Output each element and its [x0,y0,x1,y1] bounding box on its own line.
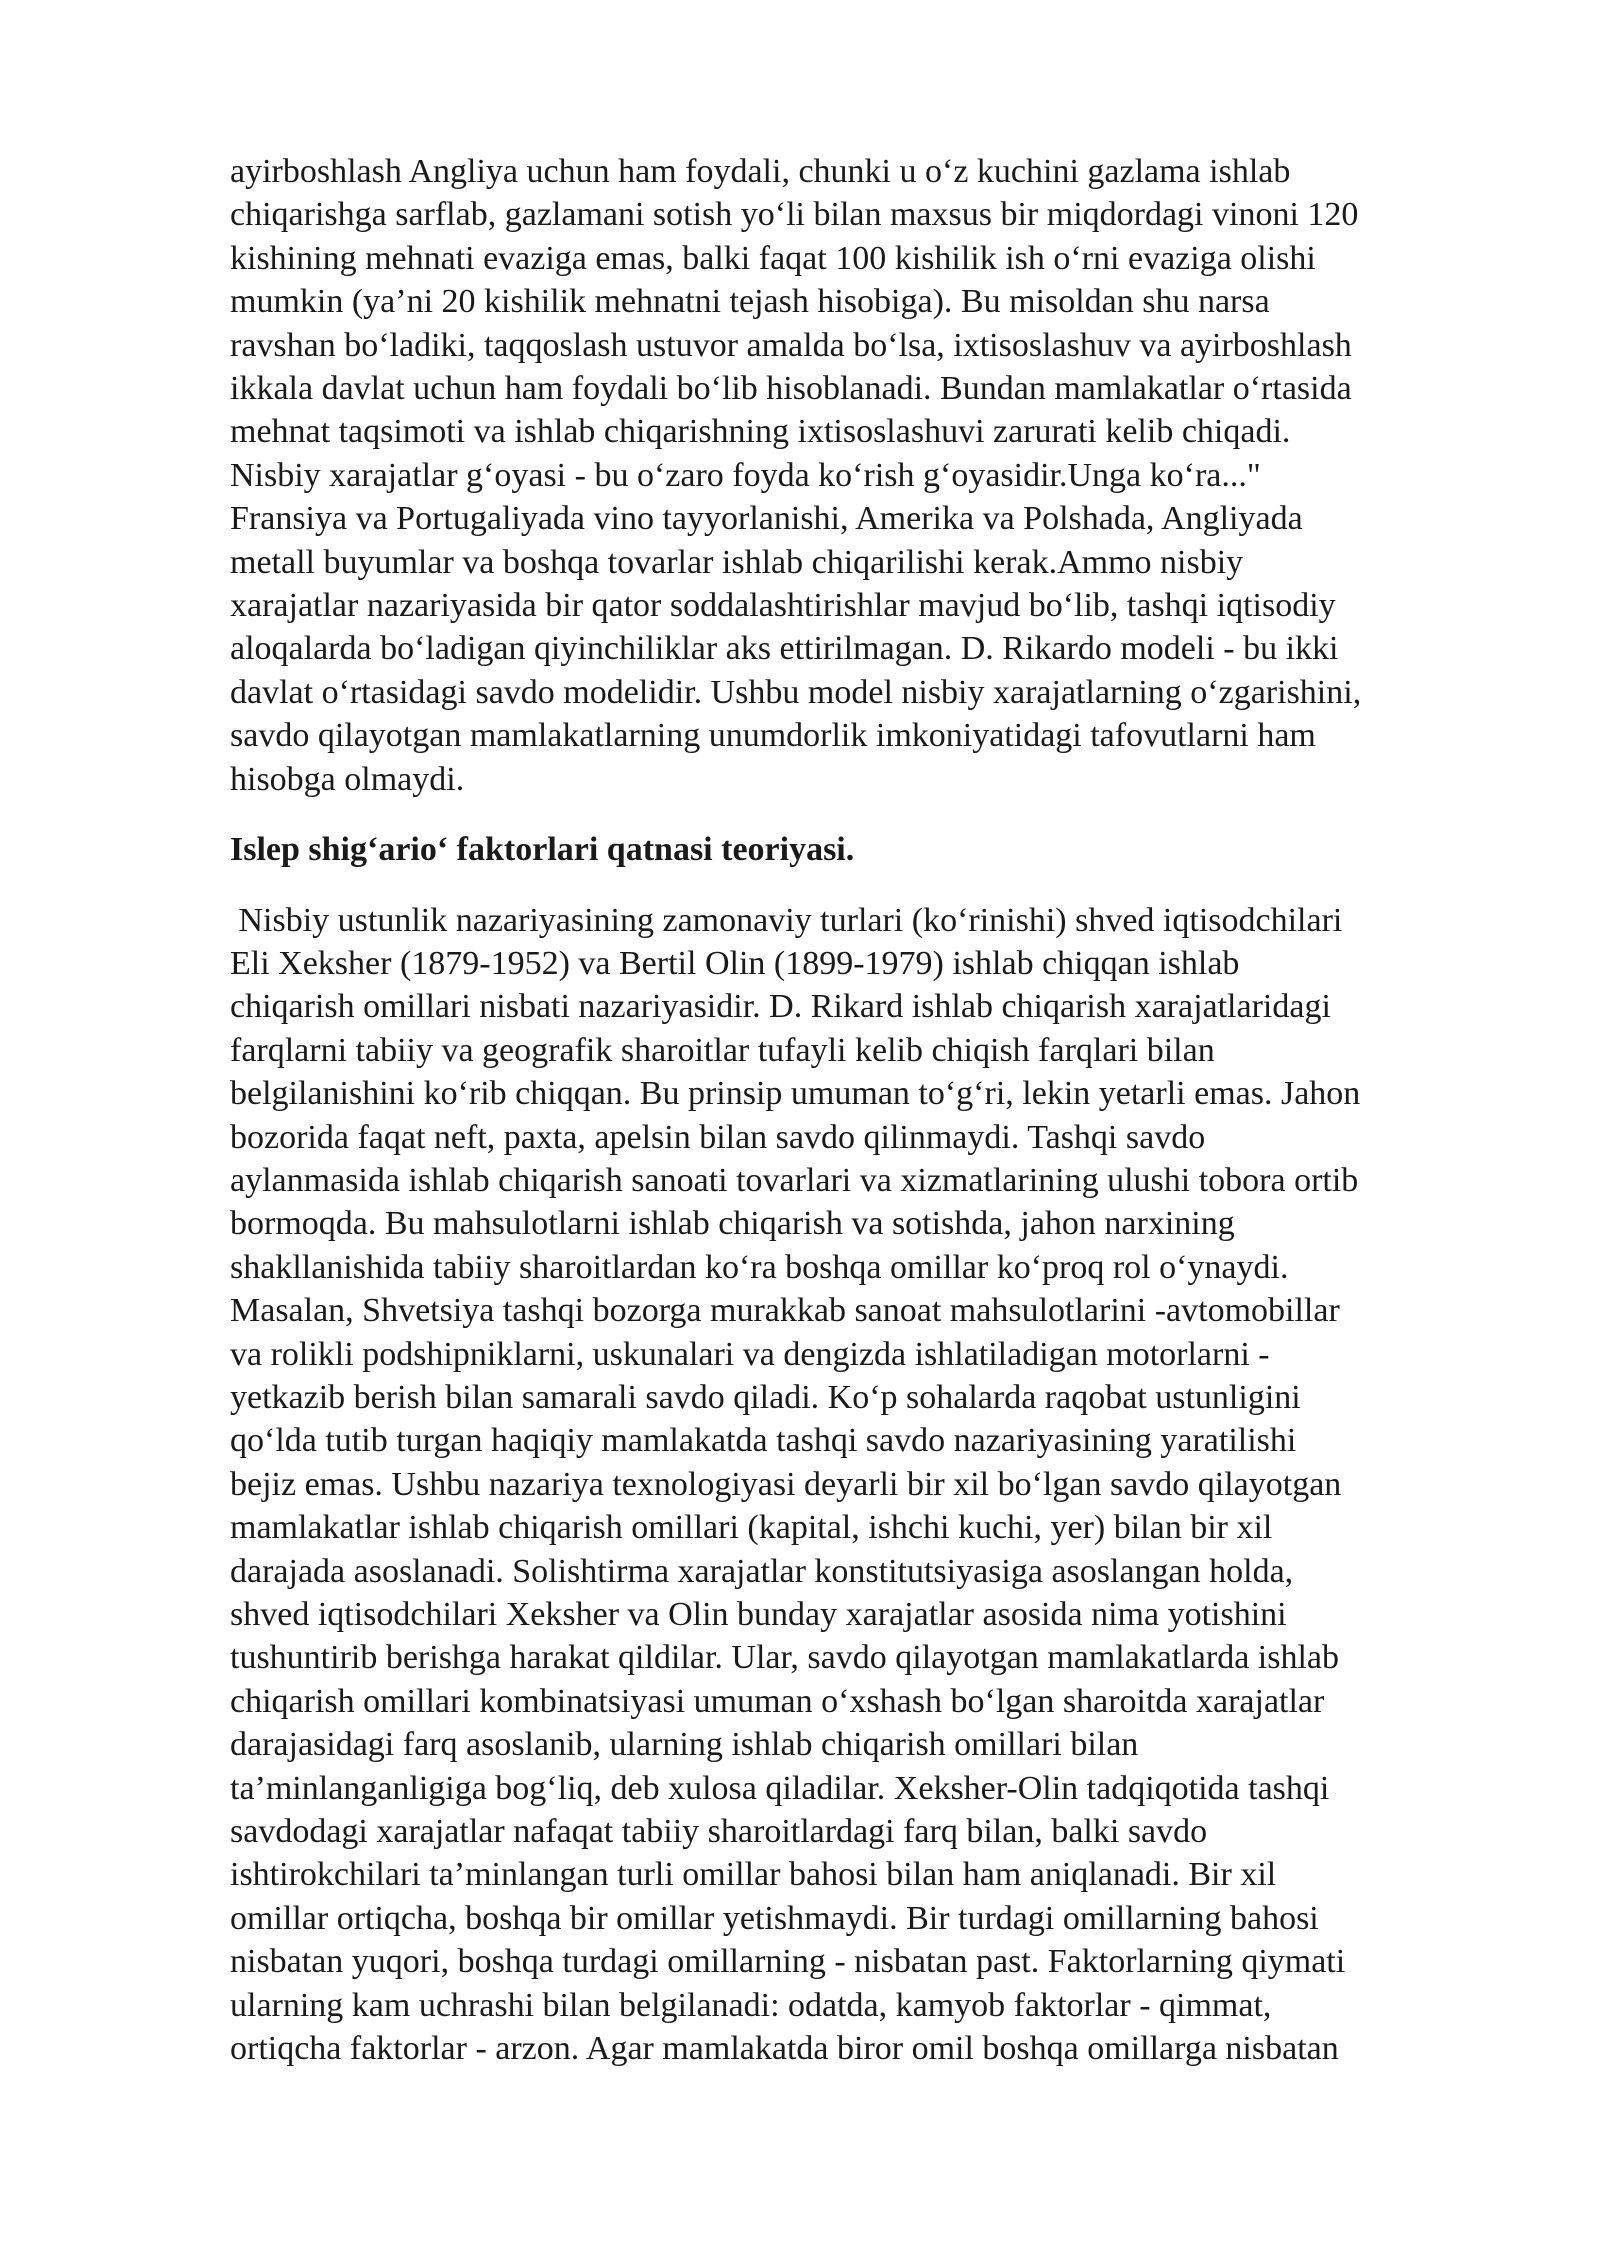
text-line: metall buyumlar va boshqa tovarlar ishlab chiqarilishi kerak.Ammo nisbiy [230,543,1244,581]
text-line: ularning kam uchrashi bilan belgilanadi: odatda, kamyob faktorlar - qimmat, [230,1986,1272,2024]
text-line: qo‘lda tutib turgan haqiqiy mamlakatda tashqi savdo nazariyasining yaratilishi [230,1422,1297,1460]
text-line: mumkin (ya’ni 20 kishilik mehnatni tejash hisobiga). Bu misoldan shu narsa [230,283,1270,321]
text-line: bormoqda. Bu mahsulotlarni ishlab chiqarish va sotishda, jahon narxining [230,1205,1235,1243]
text-line: mamlakatlar ishlab chiqarish omillari (kapital, ishchi kuchi, yer) bilan bir xil [230,1509,1273,1547]
text-line: Nisbiy ustunlik nazariyasining zamonaviy turlari (ko‘rinishi) shved iqtisodchilari [230,901,1343,939]
text-line: kishining mehnati evaziga emas, balki faqat 100 kishilik ish o‘rni evaziga olishi [230,239,1316,277]
text-line: nisbatan yuqori, boshqa turdagi omillarning - nisbatan past. Faktorlarning qiymati [230,1943,1346,1981]
text-line: farqlarni tabiiy va geografik sharoitlar tufayli kelib chiqish farqlari bilan [230,1031,1215,1069]
text-line: va rolikli podshipniklarni, uskunalari va dengizda ishlatiladigan motorlarni - [230,1335,1270,1373]
text-line: belgilanishini ko‘rib chiqqan. Bu prinsip umuman to‘g‘ri, lekin yetarli emas. Jahon [230,1075,1361,1113]
text-line: chiqarishga sarflab, gazlamani sotish yo‘li bilan maxsus bir miqdordagi vinoni 120 [230,196,1359,234]
text-line: tushuntirib berishga harakat qildilar. Ular, savdo qilayotgan mamlakatlarda ishlab [230,1639,1340,1677]
paragraph-1 [230,150,1530,801]
text-line: Masalan, Shvetsiya tashqi bozorga murakkab sanoat mahsulotlarini -avtomobillar [230,1292,1340,1330]
text-line: aloqalarda bo‘ladigan qiyinchiliklar aks ettirilmagan. D. Rikardo modeli - bu ikki [230,630,1339,668]
text-line: omillar ortiqcha, boshqa bir omillar yetishmaydi. Bir turdagi omillarning bahosi [230,1899,1319,1937]
text-line: xarajatlar nazariyasida bir qator soddalashtirishlar mavjud bo‘lib, tashqi iqtisodiy [230,587,1336,625]
text-line: shakllanishida tabiiy sharoitlardan ko‘ra boshqa omillar ko‘proq rol o‘ynaydi. [230,1248,1289,1286]
text-line: davlat o‘rtasidagi savdo modelidir. Ushbu model nisbiy xarajatlarning o‘zgarishini, [230,673,1362,711]
text-line: chiqarish omillari kombinatsiyasi umuman o‘xshash bo‘lgan sharoitda xarajatlar [230,1682,1325,1720]
text-line: ayirboshlash Angliya uchun ham foydali, chunki u o‘z kuchini gazlama ishlab [230,153,1291,190]
text-line: hisobga olmaydi. [230,760,465,798]
text-line: ta’minlanganligiga bog‘liq, deb xulosa qiladilar. Xeksher-Olin tadqiqotida tashqi [230,1769,1330,1807]
text-line: darajada asoslanadi. Solishtirma xarajatlar konstitutsiyasiga asoslangan holda, [230,1552,1294,1590]
text-line: ishtirokchilari ta’minlangan turli omillar bahosi bilan ham aniqlanadi. Bir xil [230,1856,1277,1894]
section-heading: Islep shig‘ario‘ faktorlari qatnasi teoriyasi. [230,831,855,869]
text-line: ikkala davlat uchun ham foydali bo‘lib hisoblanadi. Bundan mamlakatlar o‘rtasida [230,370,1352,408]
document-page [230,150,1530,2070]
text-line: aylanmasida ishlab chiqarish sanoati tovarlari va xizmatlarining ulushi tobora ortib [230,1161,1359,1199]
text-line: bozorida faqat neft, paxta, apelsin bilan savdo qilinmaydi. Tashqi savdo [230,1118,1206,1156]
text-line: shved iqtisodchilari Xeksher va Olin bunday xarajatlar asosida nima yotishini [230,1596,1287,1633]
text-line: yetkazib berish bilan samarali savdo qiladi. Ko‘p sohalarda raqobat ustunligini [230,1378,1301,1416]
text-line: mehnat taqsimoti va ishlab chiqarishning ixtisoslashuvi zarurati kelib chiqadi. [230,413,1291,451]
text-line: bejiz emas. Ushbu nazariya texnologiyasi deyarli bir xil bo‘lgan savdo qilayotgan [230,1465,1342,1503]
text-line: Fransiya va Portugaliyada vino tayyorlanishi, Amerika va Polshada, Angliyada [230,500,1303,538]
paragraph-2 [230,899,1530,2071]
text-line: Nisbiy xarajatlar g‘oyasi - bu o‘zaro foyda ko‘rish g‘oyasidir.Unga ko‘ra..." [230,456,1261,494]
text-line: Eli Xeksher (1879-1952) va Bertil Olin (1899-1979) ishlab chiqqan ishlab [230,944,1240,982]
text-line: savdo qilayotgan mamlakatlarning unumdorlik imkoniyatidagi tafovutlarni ham [230,717,1316,755]
text-line: ortiqcha faktorlar - arzon. Agar mamlakatda biror omil boshqa omillarga nisbatan [230,2030,1339,2068]
text-line: chiqarish omillari nisbati nazariyasidir. D. Rikard ishlab chiqarish xarajatlaridagi [230,988,1331,1026]
text-line: ravshan bo‘ladiki, taqqoslash ustuvor amalda bo‘lsa, ixtisoslashuv va ayirboshlash [230,326,1352,364]
text-line: savdodagi xarajatlar nafaqat tabiiy sharoitlardagi farq bilan, balki savdo [230,1813,1208,1851]
text-line: darajasidagi farq asoslanib, ularning ishlab chiqarish omillari bilan [230,1726,1139,1764]
